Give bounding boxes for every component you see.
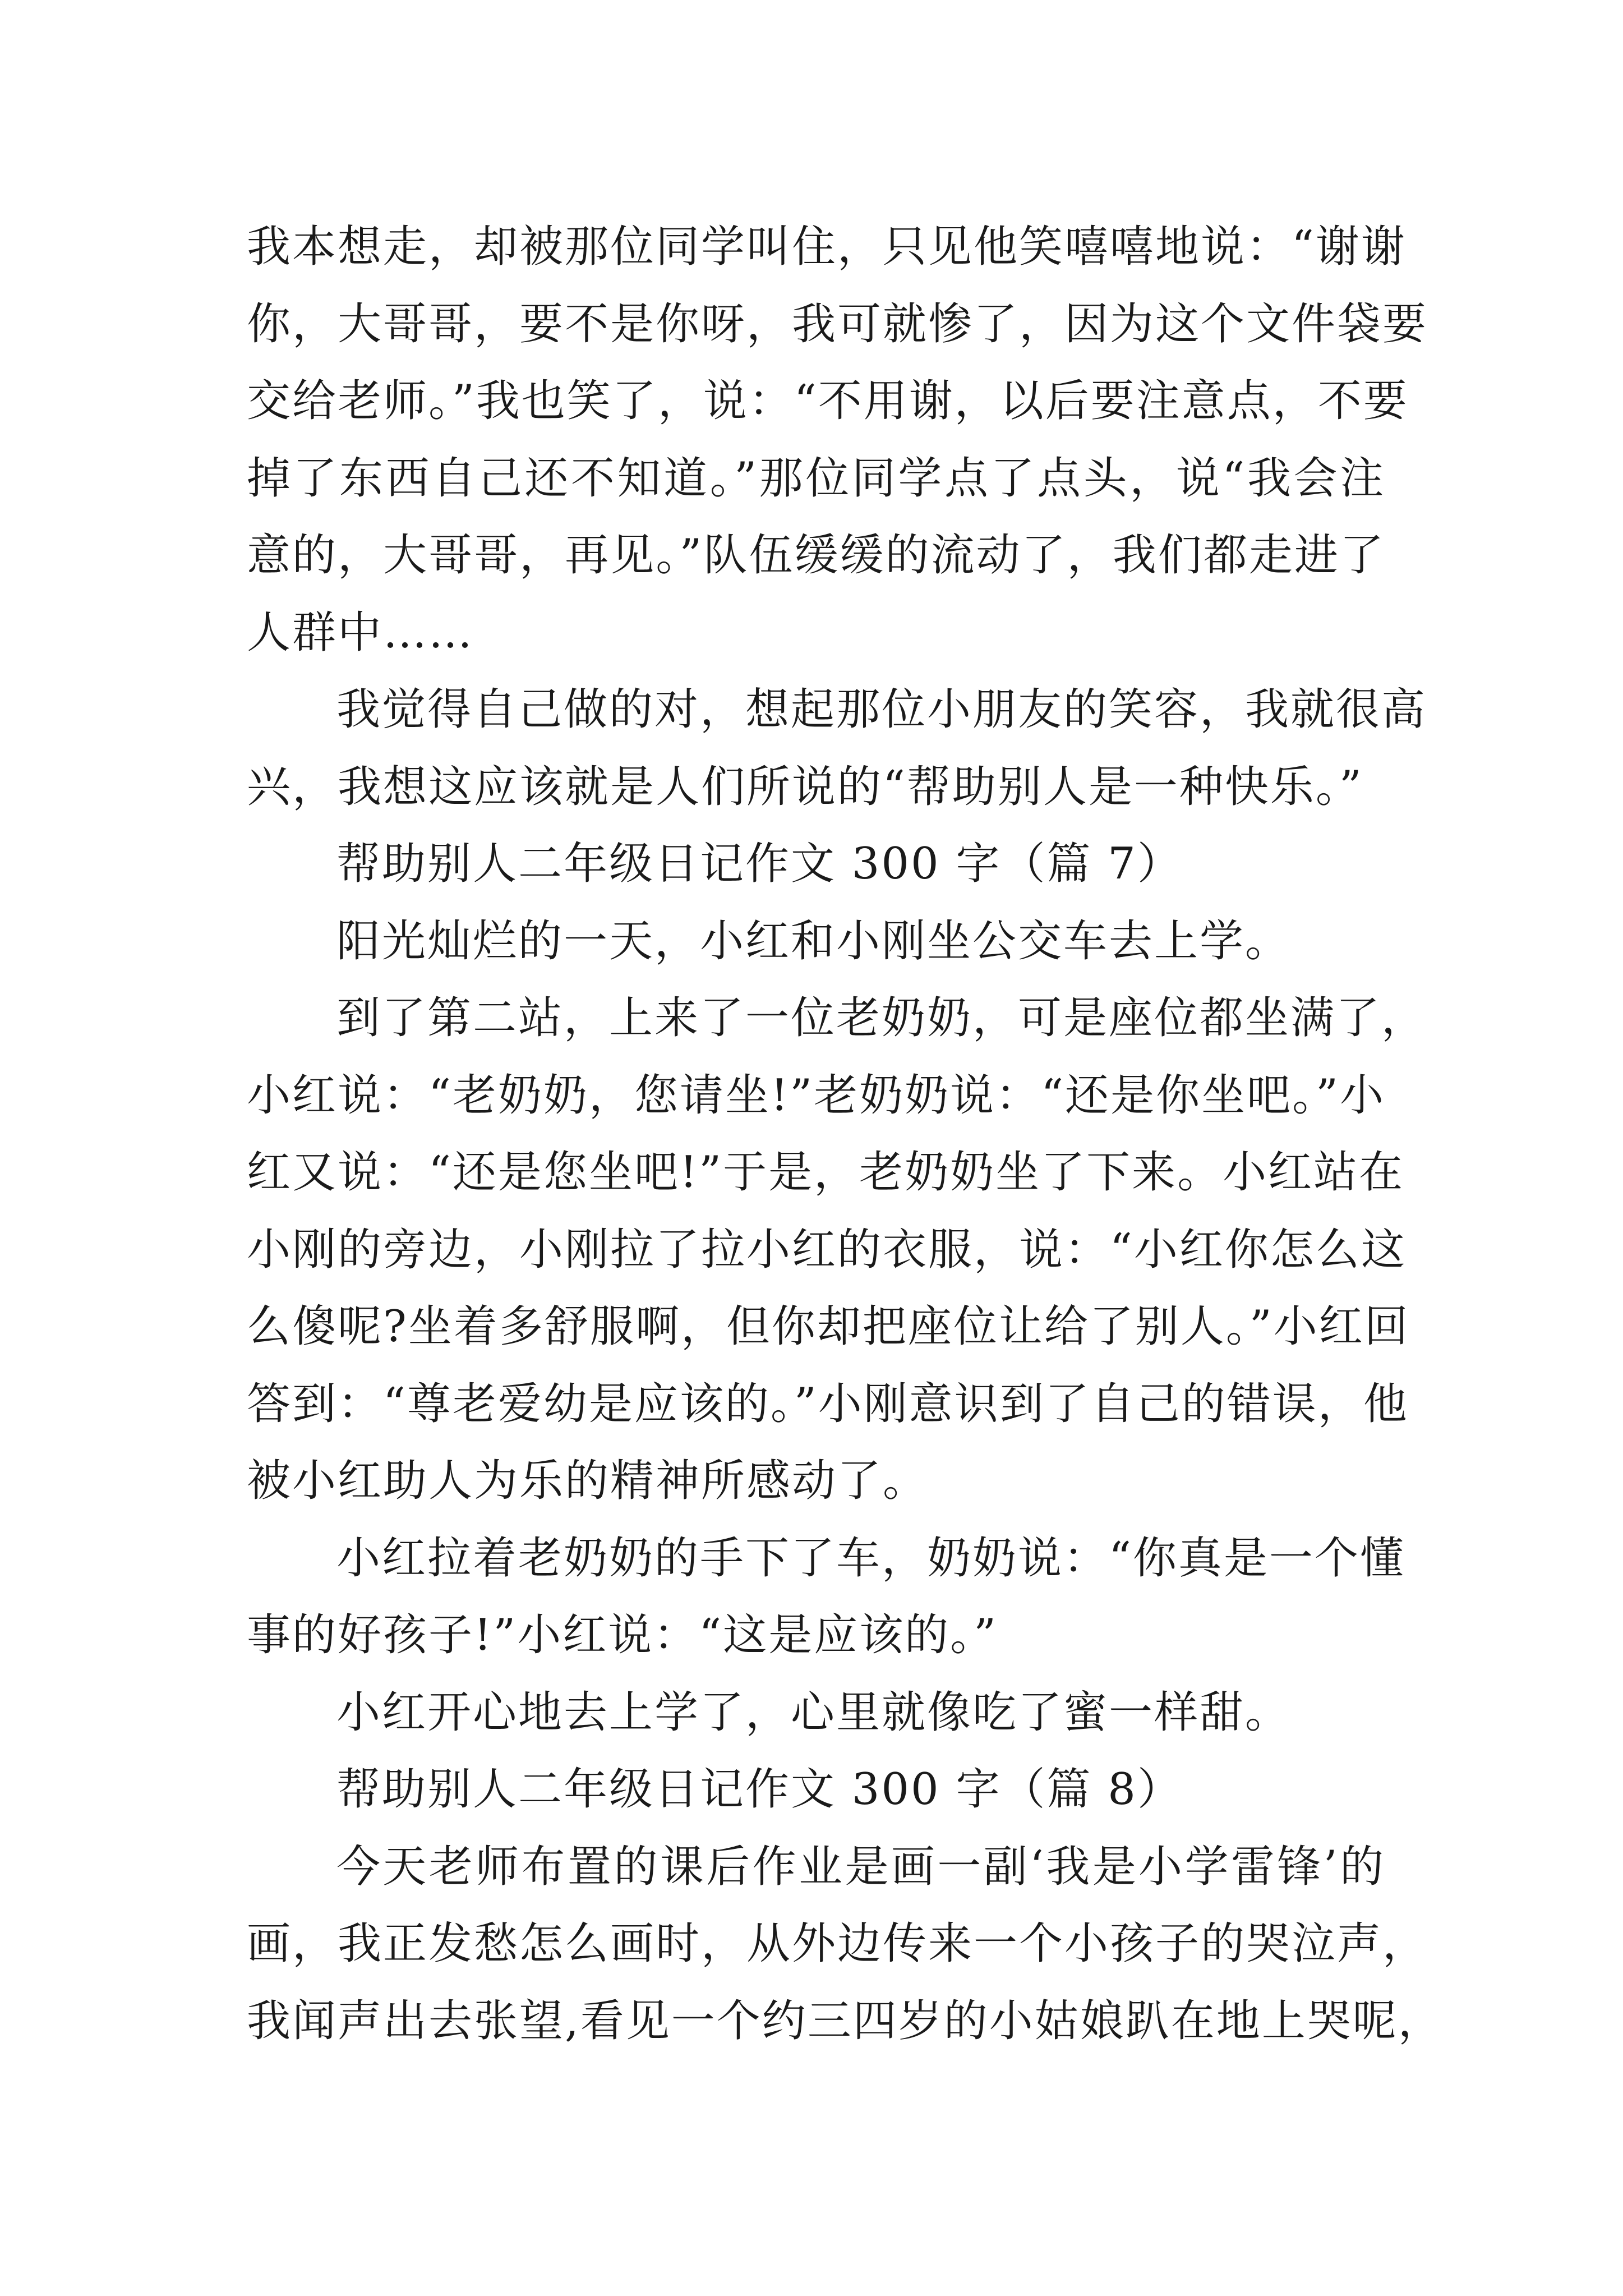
section-heading-7: 帮助别人二年级日记作文 300 字（篇 7） [336,839,1183,889]
text-line: 红又说：“还是您坐吧!”于是，老奶奶坐了下来。小红站在 [247,1147,1405,1198]
text-line: 掉了东西自己还不知道。”那位同学点了点头，说“我会注 [247,453,1385,504]
text-line: 小刚的旁边，小刚拉了拉小红的衣服，说：“小红你怎么这 [247,1224,1407,1275]
paragraph-start-line: 我觉得自己做的对，想起那位小朋友的笑容，我就很高 [336,684,1427,735]
text-line: 兴，我想这应该就是人们所说的“帮助别人是一种快乐。” [247,761,1363,812]
text-line: 人群中…… [247,607,474,658]
paragraph-start-line: 阳光灿烂的一天，小红和小刚坐公交车去上学。 [336,915,1291,967]
paragraph-start-line: 今天老师布置的课后作业是画一副‘我是小学雷锋’的 [336,1841,1385,1892]
body-text [247,209,1444,2060]
text-line: 交给老师。”我也笑了，说：“不用谢，以后要注意点，不要 [247,376,1409,426]
text-line: 么傻呢?坐着多舒服啊，但你却把座位让给了别人。”小红回 [247,1301,1410,1352]
text-line: 事的好孩子!”小红说：“这是应该的。” [247,1610,998,1660]
text-line: 小红说：“老奶奶，您请坐!”老奶奶说：“还是你坐吧。”小 [247,1070,1385,1121]
paragraph-start-line: 小红开心地去上学了，心里就像吃了蜜一样甜。 [336,1687,1291,1738]
text-line: 我闻声出去张望,看见一个约三四岁的小姑娘趴在地上哭呢， [247,1995,1444,2046]
text-line: 你，大哥哥，要不是你呀，我可就惨了，因为这个文件袋要 [247,298,1428,349]
text-line: 被小红助人为乐的精神所感动了。 [247,1456,929,1506]
paragraph-start-line: 到了第二站，上来了一位老奶奶，可是座位都坐满了， [336,993,1427,1043]
text-line: 我本想走，却被那位同学叫住，只见他笑嘻嘻地说：“谢谢 [247,222,1407,272]
text-line: 答到：“尊老爱幼是应该的。”小刚意识到了自己的错误，他 [247,1378,1409,1429]
text-line: 画，我正发愁怎么画时，从外边传来一个小孩子的哭泣声， [247,1918,1428,1969]
section-heading-8: 帮助别人二年级日记作文 300 字（篇 8） [336,1764,1183,1815]
paragraph-start-line: 小红拉着老奶奶的手下了车，奶奶说：“你真是一个懂 [336,1533,1405,1584]
text-line: 意的，大哥哥，再见。”队伍缓缓的流动了，我们都走进了 [247,530,1385,581]
